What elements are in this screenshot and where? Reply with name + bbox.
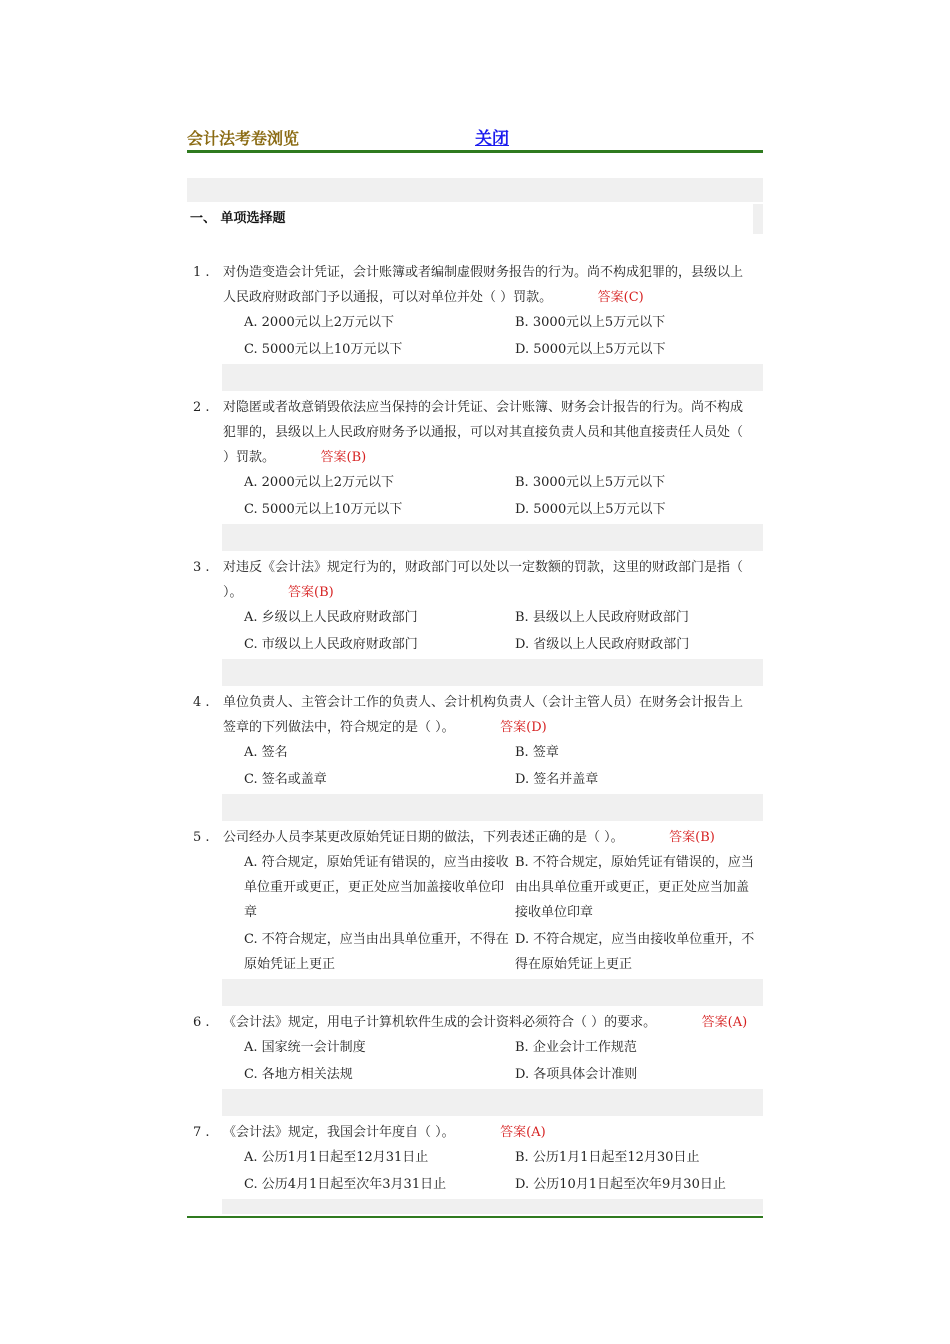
option-a: A. 乡级以上人民政府财政部门: [244, 610, 418, 625]
question-number: 1 .: [193, 265, 210, 280]
answer-label: 答案(A): [701, 1015, 748, 1030]
option-c: C. 签名或盖章: [244, 772, 327, 787]
option-d: D. 省级以上人民政府财政部门: [515, 637, 690, 652]
question-item: [187, 825, 763, 1006]
option-grid: [244, 1145, 763, 1197]
option-a: A. 公历1月1日起至12月31日止: [244, 1150, 429, 1165]
question-number: 5 .: [193, 830, 210, 845]
answer-label: 答案(D): [500, 720, 547, 735]
question-separator: [222, 524, 763, 551]
question-number: 3 .: [193, 560, 210, 575]
option-d: D. 不符合规定，应当由接收单位重开，不得在原始凭证上更正: [515, 932, 755, 972]
question-number: 6 .: [193, 1015, 210, 1030]
option-grid: [244, 310, 763, 362]
page-title: 会计法考卷浏览: [187, 129, 300, 148]
option-b: B. 3000元以上5万元以下: [515, 475, 666, 490]
question-number: 2 .: [193, 400, 210, 415]
question-separator: [222, 364, 763, 391]
question-item: [187, 690, 763, 821]
question-number: 4 .: [193, 695, 210, 710]
section-gap: [187, 234, 763, 260]
header-divider: [187, 150, 763, 153]
question-separator: [222, 1199, 763, 1214]
answer-label: 答案(A): [500, 1125, 546, 1140]
option-a: A. 2000元以上2万元以下: [244, 315, 395, 330]
answer-label: 答案(C): [597, 290, 644, 305]
section-title: 一、 单项选择题: [187, 204, 763, 234]
question-stem: [187, 690, 763, 740]
question-item: [187, 395, 763, 551]
option-c: C. 5000元以上10万元以下: [244, 502, 403, 517]
question-separator: [222, 1089, 763, 1116]
option-d: D. 签名并盖章: [515, 772, 599, 787]
question-text: 对伪造变造会计凭证，会计账簿或者编制虚假财务报告的行为。尚不构成犯罪的，县级以上人民政府财政部门予以通报，可以对单位并处（ ）罚款。: [223, 265, 744, 305]
question-text: 《会计法》规定，我国会计年度自（ ）。: [223, 1125, 449, 1140]
close-link[interactable]: 关闭: [475, 129, 509, 149]
question-text: 《会计法》规定，用电子计算机软件生成的会计资料必须符合（ ）的要求。: [223, 1015, 650, 1030]
option-a: A. 符合规定，原始凭证有错误的，应当由接收单位重开或更正，更正处应当加盖接收单位印章: [244, 855, 509, 920]
option-c: C. 市级以上人民政府财政部门: [244, 637, 418, 652]
option-grid: [244, 605, 763, 657]
option-b: B. 县级以上人民政府财政部门: [515, 610, 689, 625]
question-text: 对违反《会计法》规定行为的，财政部门可以处以一定数额的罚款，这里的财政部门是指（ ）。: [223, 560, 744, 600]
question-text: 公司经办人员李某更改原始凭证日期的做法，下列表述正确的是（ ）。: [223, 830, 618, 845]
answer-spacer: [546, 290, 598, 305]
question-text: 对隐匿或者故意销毁依法应当保持的会计凭证、会计账簿、财务会计报告的行为。尚不构成犯罪的，县级以上人民政府财务予以通报，可以对其直接负责人员和其他直接责任人员处（ ）罚款。: [223, 400, 744, 465]
question-text: 单位负责人、主管会计工作的负责人、会计机构负责人（会计主管人员）在财务会计报告上签章的下列做法中，符合规定的是（ ）。: [223, 695, 744, 735]
option-b: B. 签章: [515, 745, 559, 760]
question-item: [187, 555, 763, 686]
question-stem: [187, 825, 763, 850]
answer-label: 答案(B): [669, 830, 715, 845]
option-b: B. 3000元以上5万元以下: [515, 315, 666, 330]
option-d: D. 5000元以上5万元以下: [515, 502, 666, 517]
option-b: B. 公历1月1日起至12月30日止: [515, 1150, 700, 1165]
answer-label: 答案(B): [288, 585, 334, 600]
answer-spacer: [236, 585, 288, 600]
option-b: B. 企业会计工作规范: [515, 1040, 637, 1055]
exam-content: [187, 178, 763, 1214]
answer-spacer: [617, 830, 669, 845]
option-grid: [244, 740, 763, 792]
option-c: C. 公历4月1日起至次年3月31日止: [244, 1177, 447, 1192]
question-stem: [187, 395, 763, 470]
question-separator: [222, 794, 763, 821]
header: [187, 124, 763, 150]
option-d: D. 5000元以上5万元以下: [515, 342, 666, 357]
question-item: [187, 1010, 763, 1116]
answer-label: 答案(B): [320, 450, 367, 465]
question-item: [187, 1120, 763, 1214]
option-c: C. 不符合规定，应当由出具单位重开，不得在原始凭证上更正: [244, 932, 509, 972]
top-band: [187, 178, 763, 202]
option-c: C. 各地方相关法规: [244, 1067, 353, 1082]
answer-spacer: [448, 720, 500, 735]
question-number: 7 .: [193, 1125, 210, 1140]
option-d: D. 公历10月1日起至次年9月30日止: [515, 1177, 726, 1192]
option-grid: [244, 1035, 763, 1087]
question-separator: [222, 659, 763, 686]
question-list: [187, 260, 763, 1214]
option-grid: [244, 850, 763, 977]
question-stem: [187, 260, 763, 310]
option-a: A. 2000元以上2万元以下: [244, 475, 395, 490]
option-d: D. 各项具体会计准则: [515, 1067, 638, 1082]
question-item: [187, 260, 763, 391]
footer-divider: [187, 1216, 763, 1218]
option-b: B. 不符合规定，原始凭证有错误的，应当由出具单位重开或更正，更正处应当加盖接收单位印章: [515, 855, 754, 920]
question-stem: [187, 555, 763, 605]
question-separator: [222, 979, 763, 1006]
option-c: C. 5000元以上10万元以下: [244, 342, 403, 357]
answer-spacer: [650, 1015, 702, 1030]
answer-spacer: [269, 450, 321, 465]
question-stem: [187, 1010, 763, 1035]
option-a: A. 国家统一会计制度: [244, 1040, 366, 1055]
question-stem: [187, 1120, 763, 1145]
option-a: A. 签名: [244, 745, 288, 760]
answer-spacer: [448, 1125, 500, 1140]
option-grid: [244, 470, 763, 522]
